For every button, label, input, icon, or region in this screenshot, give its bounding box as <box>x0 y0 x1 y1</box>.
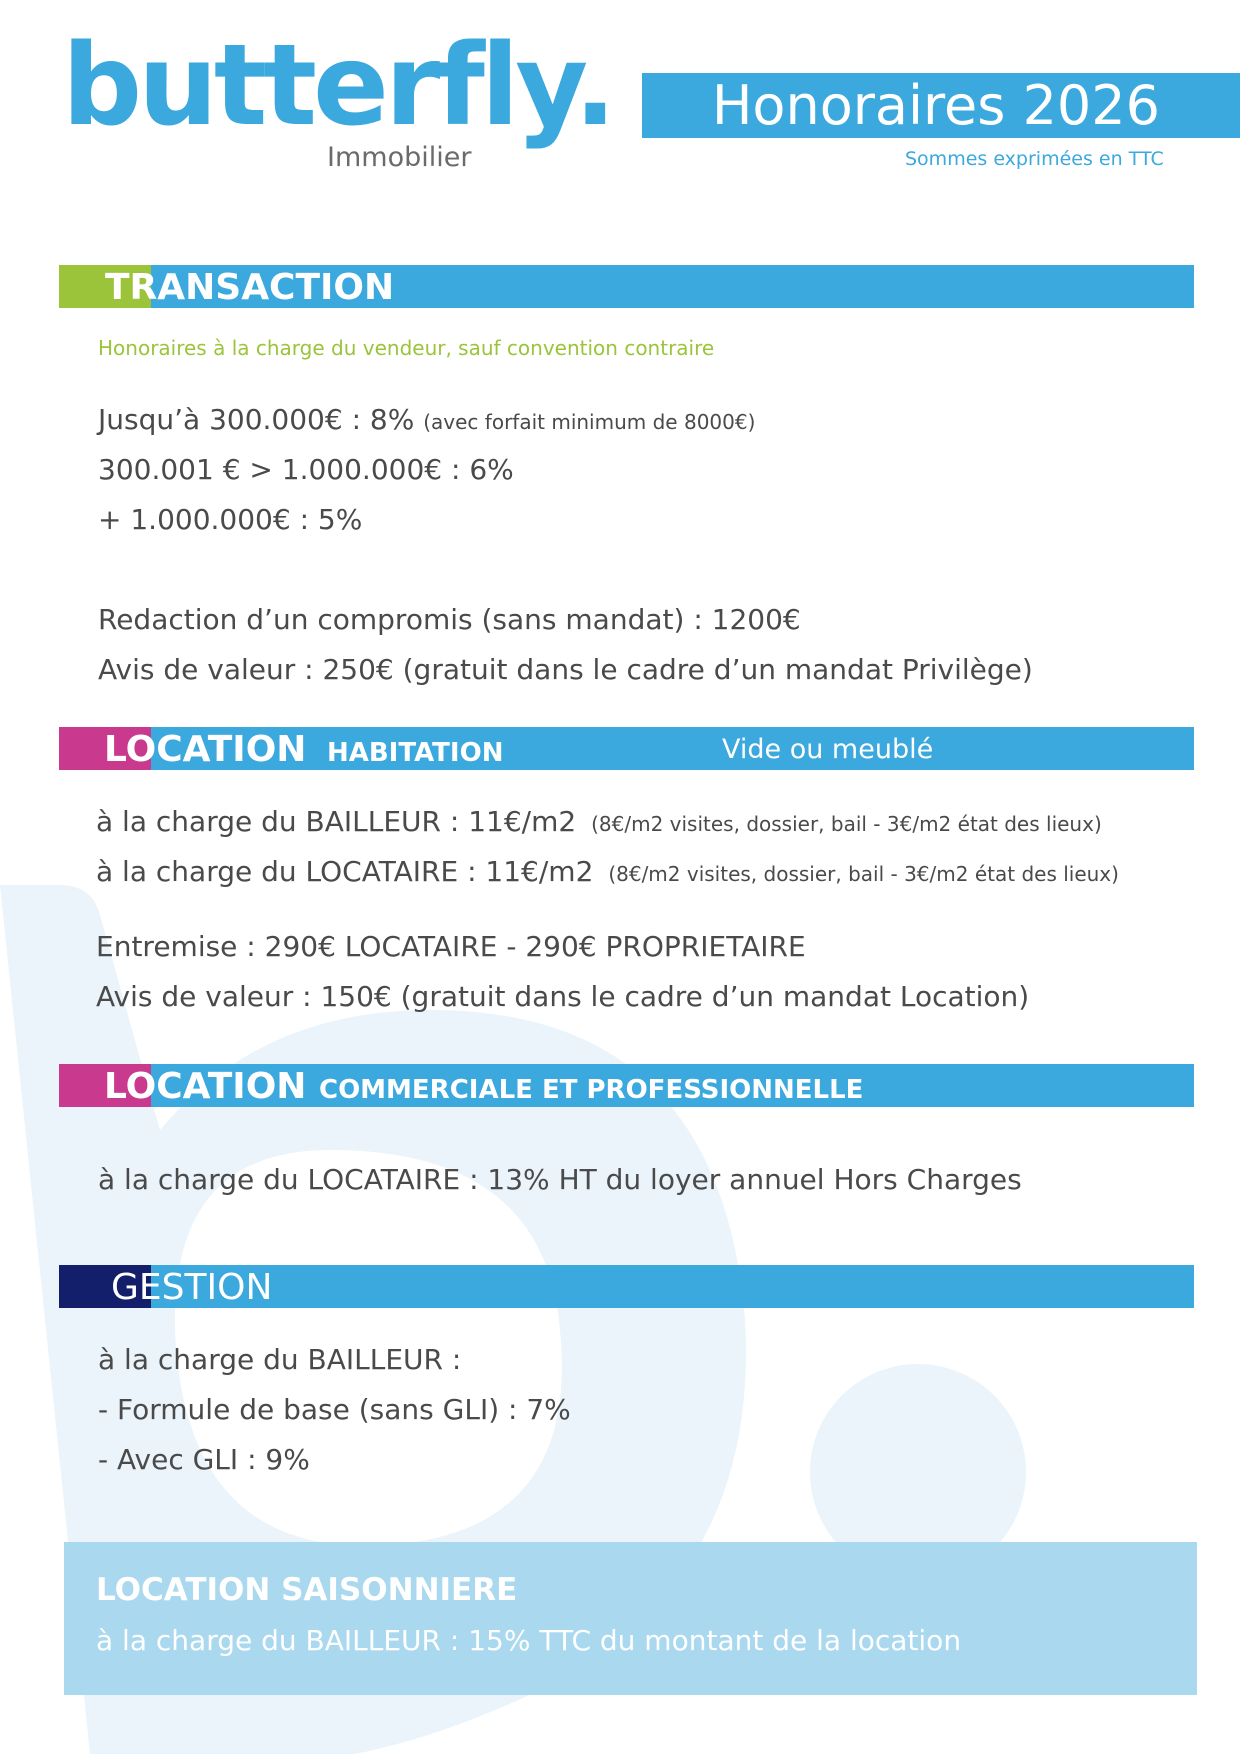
locataire-text: à la charge du LOCATAIRE : 11€/m2 <box>96 855 594 888</box>
section-header-commerciale <box>59 1064 1194 1107</box>
gestion-bailleur: à la charge du BAILLEUR : <box>98 1343 462 1376</box>
section-type: Vide ou meublé <box>722 734 934 765</box>
commerciale-locataire: à la charge du LOCATAIRE : 13% HT du loyer annuel Hors Charges <box>98 1163 1022 1196</box>
habitation-locataire <box>96 855 1119 888</box>
seasonal-rental-box <box>64 1542 1197 1695</box>
habitation-avis: Avis de valeur : 150€ (gratuit dans le cadre d’un mandat Location) <box>96 980 1030 1013</box>
seasonal-text: à la charge du BAILLEUR : 15% TTC du montant de la location <box>96 1624 962 1657</box>
page-subtitle: Sommes exprimées en TTC <box>905 148 1164 170</box>
transaction-tier-3: + 1.000.000€ : 5% <box>98 503 363 536</box>
section-title: TRANSACTION <box>105 267 395 308</box>
section-title <box>104 727 503 770</box>
brand-logo <box>62 21 613 180</box>
transaction-avis: Avis de valeur : 250€ (gratuit dans le cadre d’un mandat Privilège) <box>98 653 1033 686</box>
transaction-tier-2: 300.001 € > 1.000.000€ : 6% <box>98 453 514 486</box>
section-title <box>104 1064 863 1107</box>
section-title-main: LOCATION <box>104 1066 307 1107</box>
transaction-compromis: Redaction d’un compromis (sans mandat) : 1200€ <box>98 603 801 636</box>
tier-1-text: Jusqu’à 300.000€ : 8% <box>98 403 415 436</box>
section-title: GESTION <box>111 1267 273 1308</box>
title-banner <box>642 73 1240 138</box>
habitation-entremise: Entremise : 290€ LOCATAIRE - 290€ PROPRIETAIRE <box>96 930 806 963</box>
logo-subtitle: Immobilier <box>327 142 472 173</box>
page-title: Honoraires 2026 <box>711 74 1160 137</box>
section-title-sub: COMMERCIALE ET PROFESSIONNELLE <box>318 1075 864 1105</box>
section-header-gestion <box>59 1265 1194 1308</box>
logo-wordmark: butterfly. <box>62 21 613 151</box>
tier-1-note: (avec forfait minimum de 8000€) <box>423 410 756 434</box>
locataire-note: (8€/m2 visites, dossier, bail - 3€/m2 état des lieux) <box>608 862 1119 886</box>
section-title-sub: HABITATION <box>326 738 504 768</box>
section-title-main: LOCATION <box>104 729 307 770</box>
transaction-tier-1 <box>98 403 755 436</box>
habitation-bailleur <box>96 805 1102 838</box>
section-header-habitation <box>59 727 1194 770</box>
bailleur-text: à la charge du BAILLEUR : 11€/m2 <box>96 805 577 838</box>
gestion-base: - Formule de base (sans GLI) : 7% <box>98 1393 571 1426</box>
seasonal-title: LOCATION SAISONNIERE <box>96 1572 518 1608</box>
gestion-gli: - Avec GLI : 9% <box>98 1443 310 1476</box>
transaction-note: Honoraires à la charge du vendeur, sauf convention contraire <box>98 336 715 360</box>
bailleur-note: (8€/m2 visites, dossier, bail - 3€/m2 état des lieux) <box>591 812 1102 836</box>
section-header-transaction <box>59 265 1194 308</box>
